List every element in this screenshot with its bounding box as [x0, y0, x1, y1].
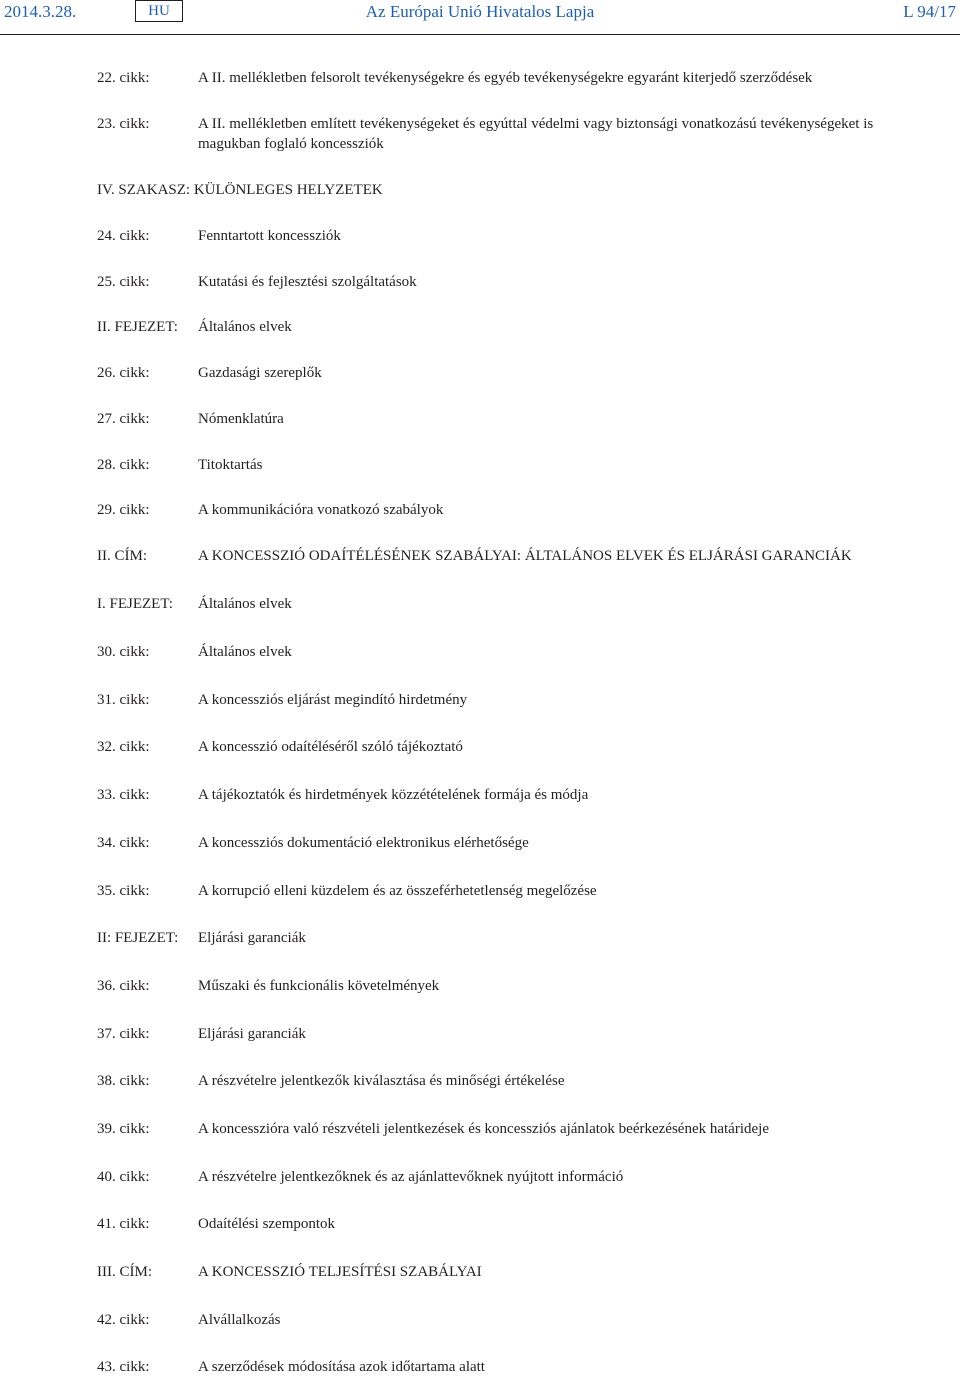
- toc-entry-label: 37. cikk:: [97, 1026, 150, 1042]
- toc-entry-title: A KONCESSZIÓ ODAÍTÉLÉSÉNEK SZABÁLYAI: ÁLTALÁNOS ELVEK ÉS ELJÁRÁSI GARANCIÁK: [198, 548, 852, 564]
- toc-entry-label: 31. cikk:: [97, 692, 150, 708]
- toc-entry-label: 41. cikk:: [97, 1216, 150, 1232]
- toc-entry-label: 24. cikk:: [97, 228, 150, 244]
- toc-entry-title: A koncessziós eljárást megindító hirdetmény: [198, 692, 468, 708]
- toc-entry-title: Általános elvek: [198, 319, 292, 335]
- journal-title: Az Európai Unió Hivatalos Lapja: [365, 2, 595, 21]
- toc-entry-title: Eljárási garanciák: [198, 1026, 306, 1042]
- toc-entry-label: 30. cikk:: [97, 644, 150, 660]
- page-reference: L 94/17: [903, 2, 956, 21]
- toc-entry-label: 42. cikk:: [97, 1312, 150, 1328]
- toc-entry-title: A KONCESSZIÓ TELJESÍTÉSI SZABÁLYAI: [198, 1264, 482, 1280]
- toc-entry-title: A részvételre jelentkezőknek és az ajánlattevőknek nyújtott információ: [198, 1169, 624, 1185]
- toc-entry-title: A részvételre jelentkezők kiválasztása és minőségi értékelése: [198, 1073, 565, 1089]
- toc-entry-title: Kutatási és fejlesztési szolgáltatások: [198, 274, 417, 290]
- toc-entry-label: 38. cikk:: [97, 1073, 150, 1089]
- toc-entry-title: A koncesszió odaítéléséről szóló tájékoztató: [198, 739, 463, 755]
- toc-entry-title: Általános elvek: [198, 596, 292, 612]
- toc-entry-label: 43. cikk:: [97, 1359, 150, 1375]
- toc-entry-title: Gazdasági szereplők: [198, 365, 322, 381]
- toc-entry-label: 36. cikk:: [97, 978, 150, 994]
- toc-entry-title: Alvállalkozás: [198, 1312, 281, 1328]
- toc-entry-label: 32. cikk:: [97, 739, 150, 755]
- toc-entry-title: A szerződések módosítása azok időtartama alatt: [198, 1359, 485, 1375]
- toc-entry-title: Odaítélési szempontok: [198, 1216, 336, 1232]
- toc-entry-title: Titoktartás: [198, 457, 263, 473]
- toc-entry-label: 34. cikk:: [97, 835, 150, 851]
- toc-entry-label: 40. cikk:: [97, 1169, 150, 1185]
- toc-entry-label: I. FEJEZET:: [97, 596, 173, 612]
- toc-entry-label: 33. cikk:: [97, 787, 150, 803]
- toc-entry-title: Fenntartott koncessziók: [198, 228, 341, 244]
- toc-entry-title: Műszaki és funkcionális követelmények: [198, 978, 440, 994]
- toc-entry-label: 28. cikk:: [97, 457, 150, 473]
- toc-entry-title: A korrupció elleni küzdelem és az összeférhetetlenség megelőzése: [198, 883, 597, 899]
- toc-entry-title: Általános elvek: [198, 644, 292, 660]
- toc-entry-title: Nómenklatúra: [198, 411, 284, 427]
- toc-entry-label: II. FEJEZET:: [97, 319, 178, 335]
- language-badge: HU: [135, 0, 183, 22]
- toc-entry-title: A II. mellékletben felsorolt tevékenységekre és egyéb tevékenységekre egyaránt kiterjedő szerződések: [198, 70, 813, 86]
- toc-entry-label: III. CÍM:: [97, 1264, 152, 1280]
- publication-date: 2014.3.28.: [4, 2, 77, 21]
- toc-entry-label: 25. cikk:: [97, 274, 150, 290]
- toc-entry-label: 35. cikk:: [97, 883, 150, 899]
- toc-entry-label: II. CÍM:: [97, 548, 147, 564]
- toc-entry-label: 39. cikk:: [97, 1121, 150, 1137]
- toc-entry-title: A tájékoztatók és hirdetmények közzétételének formája és módja: [198, 787, 589, 803]
- toc-entry-label: 27. cikk:: [97, 411, 150, 427]
- toc-entry-title: A koncesszióra való részvételi jelentkezések és koncessziós ajánlatok beérkezésének határideje: [198, 1121, 769, 1137]
- toc-entry-title: A II. mellékletben említett tevékenységeket és egyúttal védelmi vagy biztonsági vonatkozású tevékenységeket is magukban foglaló koncessziók: [198, 116, 874, 152]
- toc-entry-label: 29. cikk:: [97, 502, 150, 518]
- toc-section-label: IV. SZAKASZ: KÜLÖNLEGES HELYZETEK: [97, 182, 383, 198]
- toc-entry-label: II: FEJEZET:: [97, 930, 179, 946]
- toc-entry-title: A kommunikációra vonatkozó szabályok: [198, 502, 444, 518]
- toc-entry-label: 23. cikk:: [97, 116, 150, 132]
- toc-entry-title: A koncessziós dokumentáció elektronikus elérhetősége: [198, 835, 529, 851]
- toc-entry-label: 22. cikk:: [97, 70, 150, 86]
- toc-entry-label: 26. cikk:: [97, 365, 150, 381]
- toc-entry-title: Eljárási garanciák: [198, 930, 306, 946]
